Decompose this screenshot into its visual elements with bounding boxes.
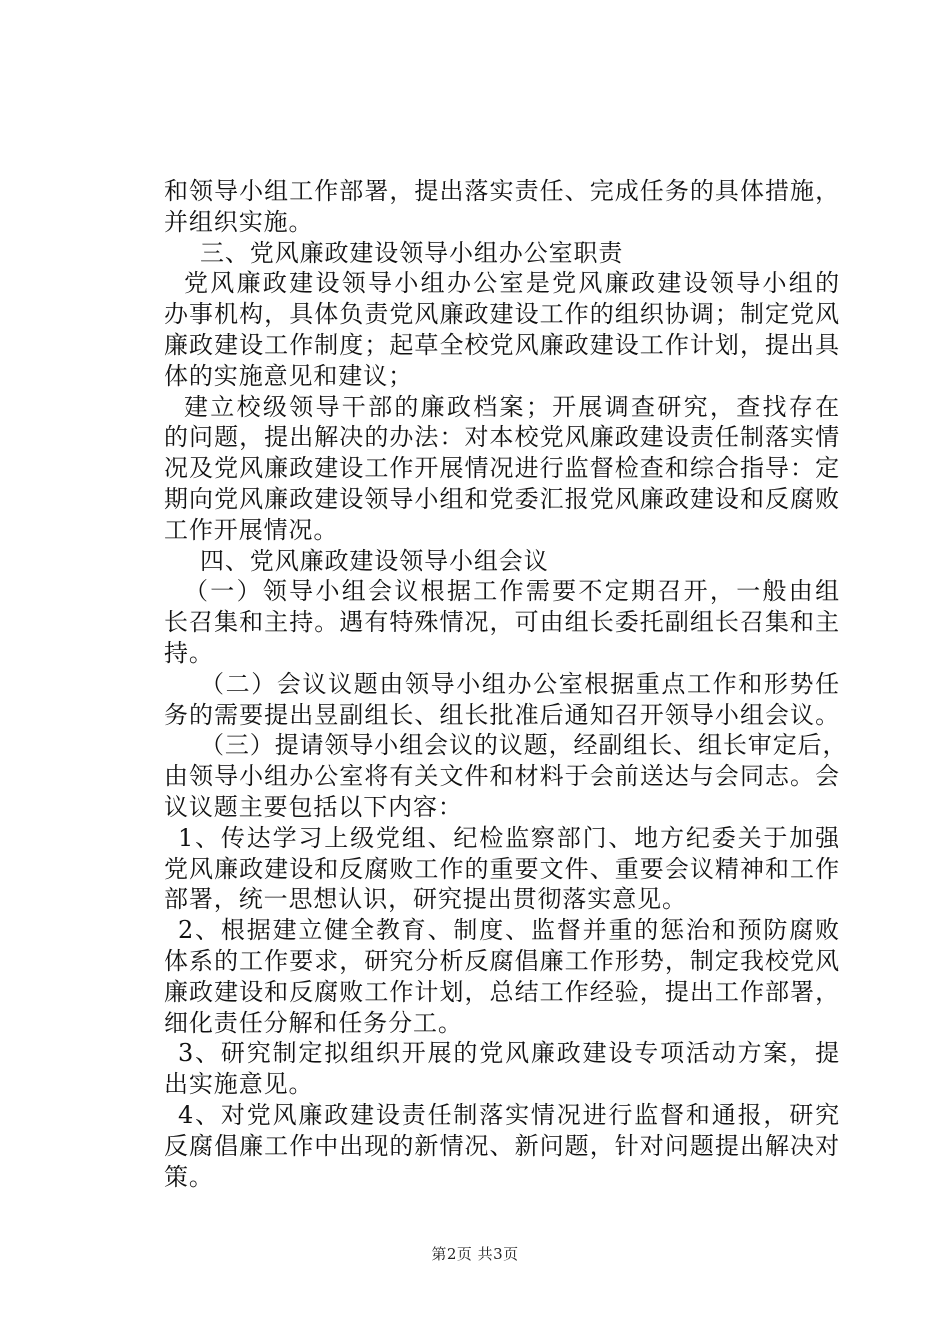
page-footer: 第2页 共3页 <box>431 1245 519 1263</box>
text-line: 1、传达学习上级党组、纪检监察部门、地方纪委关于加强 <box>178 823 840 852</box>
text-line: 策。 <box>164 1162 214 1191</box>
text-line: 议议题主要包括以下内容： <box>164 792 463 821</box>
document-body <box>164 176 848 1192</box>
text-line: 由领导小组办公室将有关文件和材料于会前送达与会同志。会 <box>164 762 840 791</box>
text-line: 4、对党风廉政建设责任制落实情况进行监督和通报，研究 <box>178 1100 840 1129</box>
text-line: 出实施意见。 <box>164 1070 314 1099</box>
text-line: 务的需要提出昱副组长、组长批准后通知召开领导小组会议。 <box>164 700 840 729</box>
text-line: 建立校级领导干部的廉政档案；开展调查研究，查找存在 <box>184 392 840 421</box>
text-line: 持。 <box>164 638 214 667</box>
text-line: 工作开展情况。 <box>164 515 339 544</box>
text-line: 反腐倡廉工作中出现的新情况、新问题，针对问题提出解决对 <box>164 1131 840 1160</box>
text-line: 廉政建设工作制度；起草全校党风廉政建设工作计划，提出具 <box>164 330 840 359</box>
text-line: 期向党风廉政建设领导小组和党委汇报党风廉政建设和反腐败 <box>164 484 840 513</box>
text-line: 体的实施意见和建议； <box>164 361 413 390</box>
text-line: 党风廉政建设和反腐败工作的重要文件、重要会议精神和工作 <box>164 854 840 883</box>
text-line: 长召集和主持。遇有特殊情况，可由组长委托副组长召集和主 <box>164 608 840 637</box>
text-line: 廉政建设和反腐败工作计划，总结工作经验，提出工作部署， <box>164 977 840 1006</box>
text-line: 三、党风廉政建设领导小组办公室职责 <box>200 238 624 267</box>
text-line: 和领导小组工作部署，提出落实责任、完成任务的具体措施， <box>164 177 840 205</box>
text-line: （二）会议议题由领导小组办公室根据重点工作和形势任 <box>200 669 840 698</box>
text-line: 党风廉政建设领导小组办公室是党风廉政建设领导小组的 <box>184 269 840 298</box>
text-line: 体系的工作要求，研究分析反腐倡廉工作形势，制定我校党风 <box>164 946 840 975</box>
text-line: 的问题，提出解决的办法：对本校党风廉政建设责任制落实情 <box>164 423 840 452</box>
text-line: （三）提请领导小组会议的议题，经副组长、组长审定后， <box>200 731 848 760</box>
text-line: 2、根据建立健全教育、制度、监督并重的惩治和预防腐败 <box>178 916 840 945</box>
text-line: 况及党风廉政建设工作开展情况进行监督检查和综合指导：定 <box>164 454 840 483</box>
text-line: 并组织实施。 <box>164 207 314 236</box>
text-line: 办事机构，具体负责党风廉政建设工作的组织协调；制定党风 <box>164 300 840 329</box>
text-line: 细化责任分解和任务分工。 <box>164 1008 463 1037</box>
text-line: 四、党风廉政建设领导小组会议 <box>200 546 549 575</box>
text-line: 部署，统一思想认识，研究提出贯彻落实意见。 <box>164 885 687 914</box>
text-line: （一）领导小组会议根据工作需要不定期召开，一般由组 <box>184 577 840 606</box>
text-line: 3、研究制定拟组织开展的党风廉政建设专项活动方案，提 <box>178 1039 840 1068</box>
